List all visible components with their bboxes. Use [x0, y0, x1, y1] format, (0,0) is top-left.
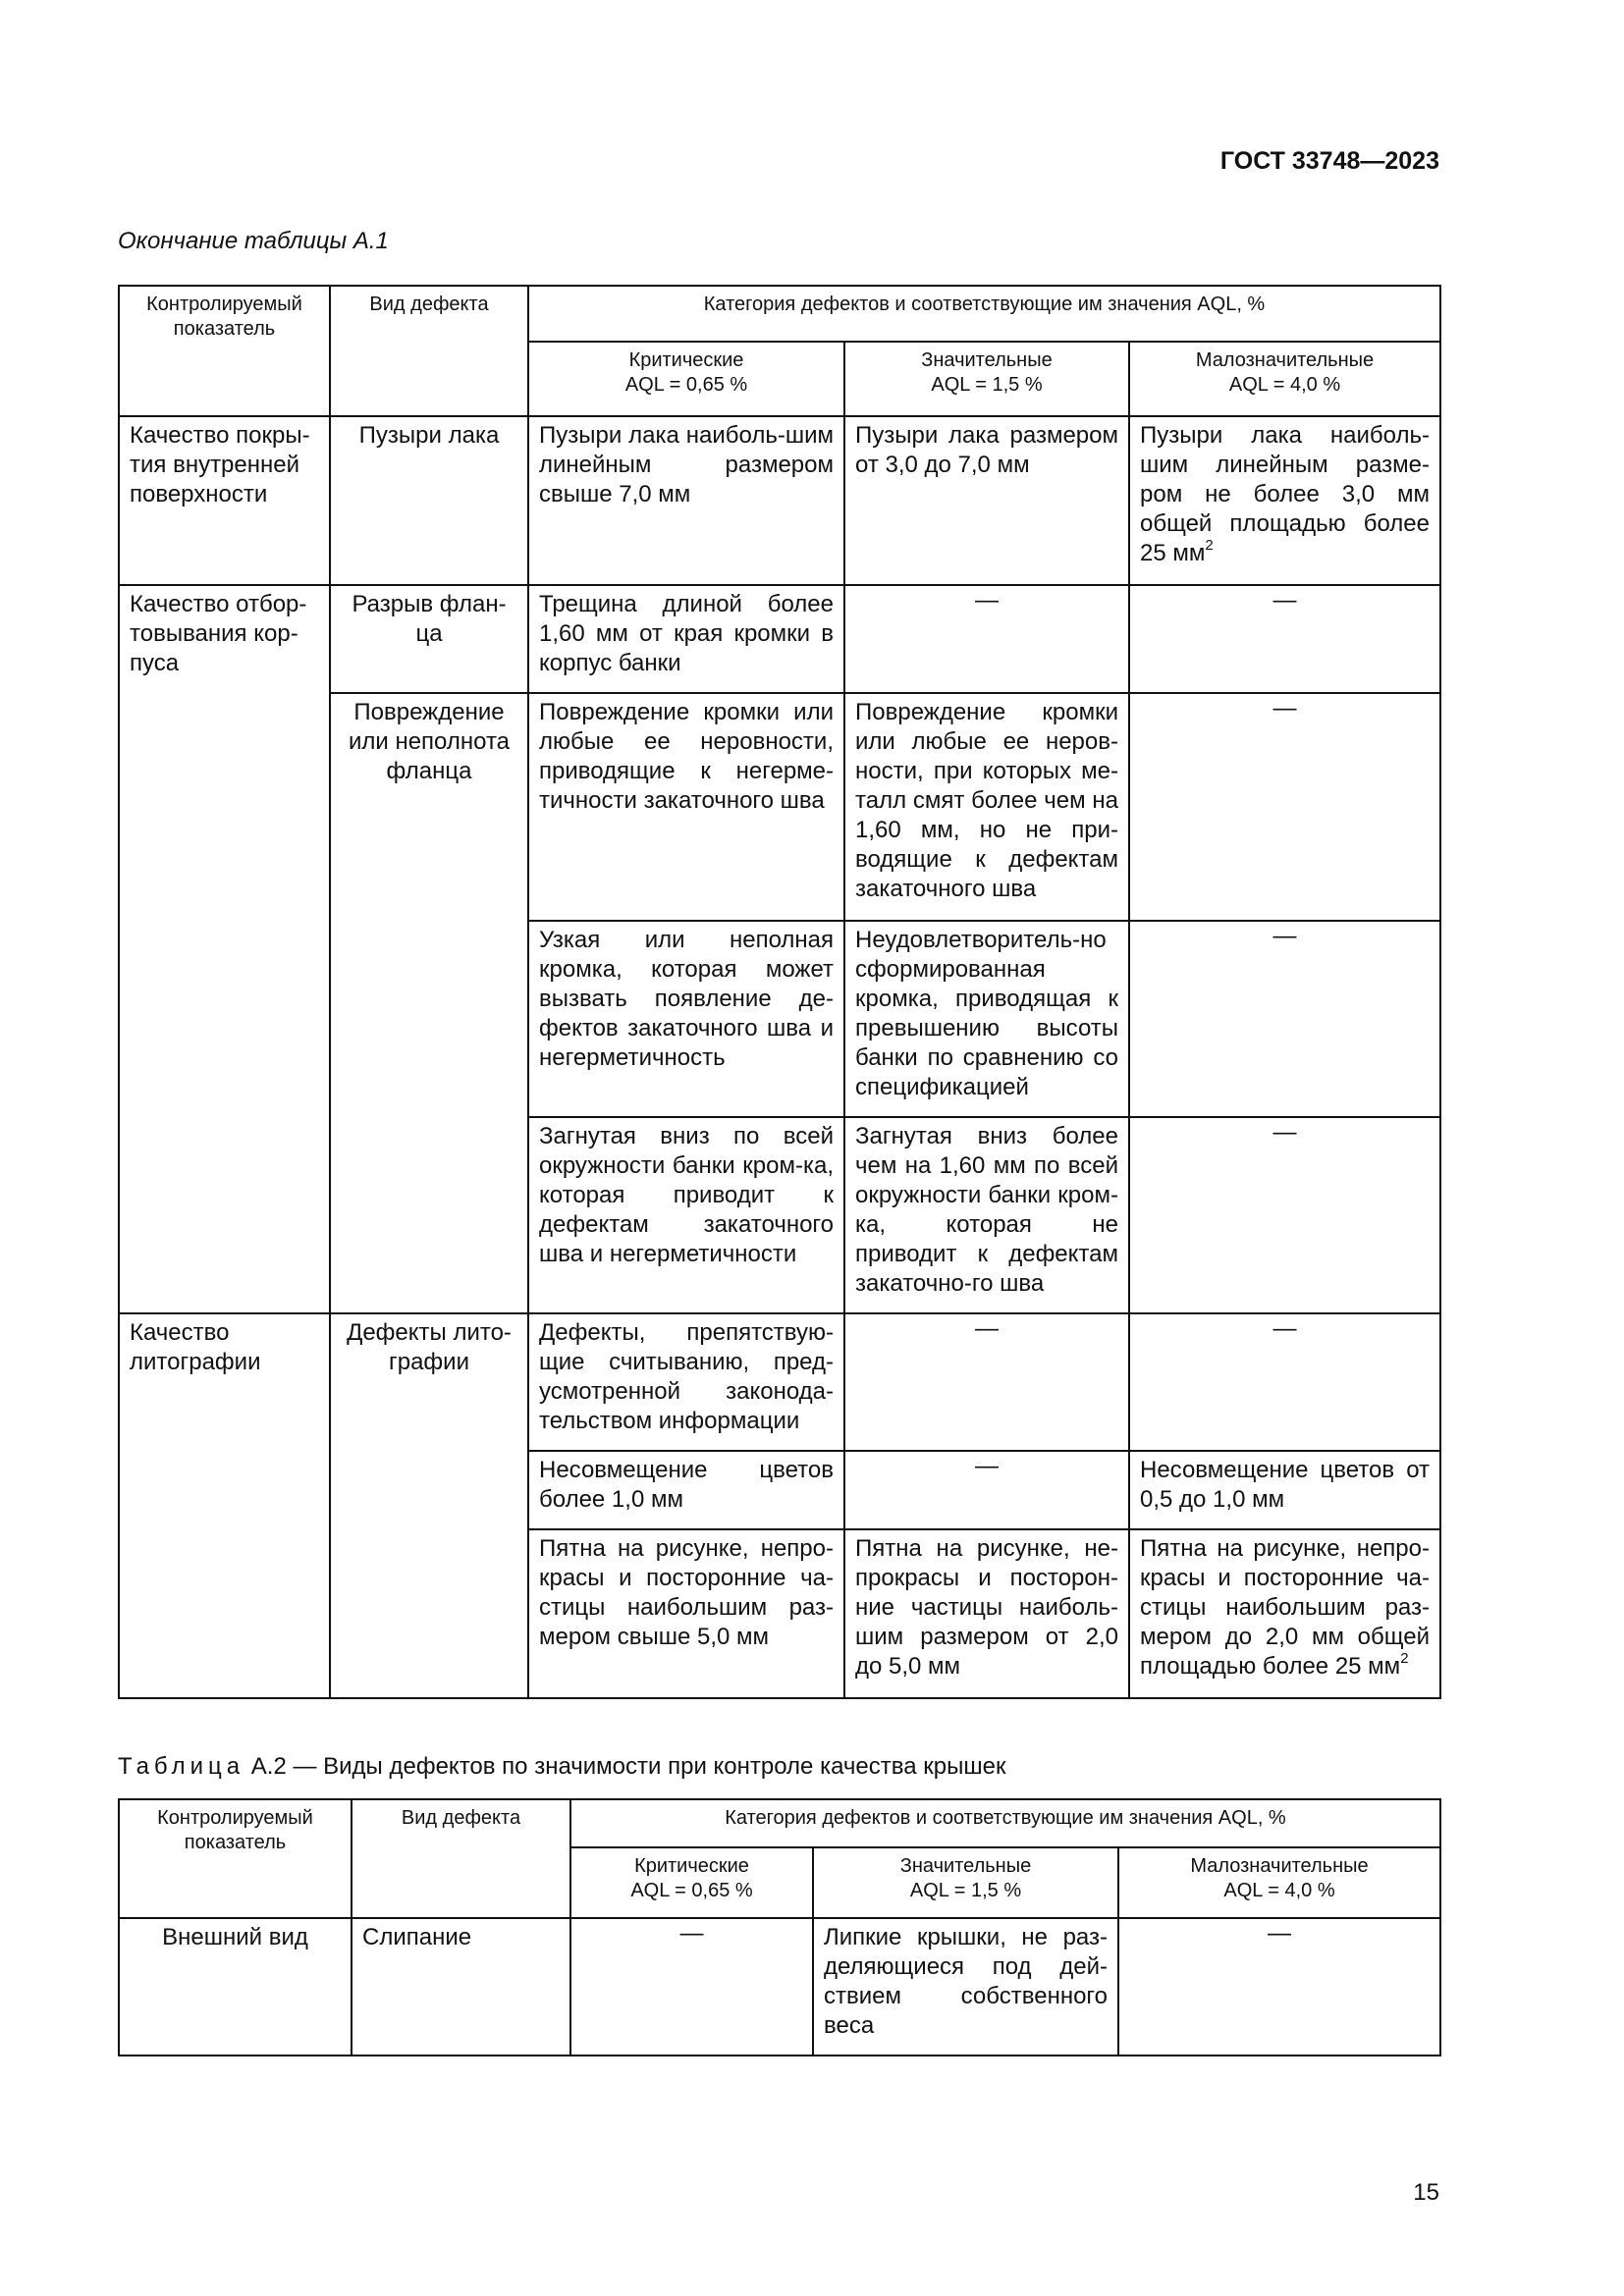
critical-cell: Пузыри лака наиболь-шим линейным размером свыше 7,0 мм — [528, 416, 844, 585]
minor-cell-text: Пузыри лака наиболь-шим линейным разме-ром не более 3,0 мм общей площадью более 25 мм — [1140, 422, 1430, 566]
document-code: ГОСТ 33748—2023 — [1219, 147, 1439, 175]
table-row — [119, 585, 1440, 693]
column-header-major: Значительные AQL = 1,5 % — [844, 342, 1129, 416]
superscript-2: 2 — [1400, 1650, 1409, 1667]
column-header-category-group: Категория дефектов и соответствующие им значения AQL, % — [528, 286, 1440, 342]
defect-cell: Слипание — [352, 1918, 570, 2056]
minor-cell-dash: — — [1129, 1117, 1440, 1313]
column-header-major: Значительные AQL = 1,5 % — [813, 1847, 1118, 1918]
critical-cell: Пятна на рисунке, непро-красы и посторонние ча-стицы наибольшим раз-мером свыше 5,0 мм — [528, 1529, 844, 1698]
table-header-row — [119, 1799, 1440, 1847]
indicator-cell: Внешний вид — [119, 1918, 352, 2056]
column-header-critical: Критические AQL = 0,65 % — [570, 1847, 813, 1918]
defect-cell: Разрыв флан-ца — [330, 585, 528, 693]
column-header-indicator: Контролируемый показатель — [119, 1799, 352, 1918]
minor-cell — [1129, 416, 1440, 585]
major-cell-dash: — — [844, 585, 1129, 693]
minor-cell-text: Пятна на рисунке, непро-красы и посторонние ча-стицы наибольшим раз-мером до 2,0 мм общей площадью более 25 мм — [1140, 1535, 1430, 1680]
indicator-cell: Качество покры-тия внутренней поверхности — [119, 416, 330, 585]
critical-cell: Загнутая вниз по всей окружности банки кром-ка, которая приводит к дефектам закаточного шва и негерметичности — [528, 1117, 844, 1313]
major-cell: Повреждение кромки или любые ее неров-ности, при которых ме-талл смят более чем на 1,60 мм, но не при-водящие к дефектам закаточного шва — [844, 693, 1129, 921]
indicator-cell: Качество литографии — [119, 1313, 330, 1698]
major-cell: Загнутая вниз более чем на 1,60 мм по всей окружности банки кром-ка, которая не приводит к дефектам закаточно-го шва — [844, 1117, 1129, 1313]
minor-cell: Несовмещение цветов от 0,5 до 1,0 мм — [1129, 1451, 1440, 1529]
minor-cell-dash: — — [1118, 1918, 1440, 2056]
indicator-cell: Качество отбор-товывания кор-пуса — [119, 585, 330, 1313]
major-cell-dash: — — [844, 1451, 1129, 1529]
major-cell: Неудовлетворитель-но сформированная кромка, приводящая к превышению высоты банки по сравнению со спецификацией — [844, 921, 1129, 1117]
critical-cell: Узкая или неполная кромка, которая может вызвать появление де-фектов закаточного шва и негерметичность — [528, 921, 844, 1117]
critical-cell: Несовмещение цветов более 1,0 мм — [528, 1451, 844, 1529]
column-header-minor: Малозначительные AQL = 4,0 % — [1129, 342, 1440, 416]
defect-cell: Дефекты лито-графии — [330, 1313, 528, 1698]
defect-cell: Пузыри лака — [330, 416, 528, 585]
major-cell: Пузыри лака размером от 3,0 до 7,0 мм — [844, 416, 1129, 585]
minor-cell-dash: — — [1129, 921, 1440, 1117]
minor-cell — [1129, 1529, 1440, 1698]
table-row — [119, 1313, 1440, 1451]
critical-cell: Трещина длиной более 1,60 мм от края кромки в корпус банки — [528, 585, 844, 693]
column-header-minor: Малозначительные AQL = 4,0 % — [1118, 1847, 1440, 1918]
table-row — [119, 416, 1440, 585]
critical-cell: Дефекты, препятствую-щие считыванию, пред-усмотренной законода-тельством информации — [528, 1313, 844, 1451]
page-number: 15 — [1413, 2179, 1439, 2206]
table-a1 — [118, 285, 1441, 1699]
column-header-defect: Вид дефекта — [352, 1799, 570, 1918]
major-cell: Пятна на рисунке, не-прокрасы и посторон-ние частицы наиболь-шим размером от 2,0 до 5,0 мм — [844, 1529, 1129, 1698]
critical-cell-dash: — — [570, 1918, 813, 2056]
table-a2 — [118, 1798, 1441, 2056]
table-header-row — [119, 286, 1440, 342]
major-cell: Липкие крышки, не раз-деляющиеся под дей-ствием собственного веса — [813, 1918, 1118, 2056]
table-a2-caption-label: Таблица — [118, 1753, 245, 1780]
column-header-category-group: Категория дефектов и соответствующие им значения AQL, % — [570, 1799, 1440, 1847]
minor-cell-dash: — — [1129, 1313, 1440, 1451]
defect-cell: Повреждение или неполнота фланца — [330, 693, 528, 1313]
table-a2-caption — [118, 1753, 1005, 1781]
table-a1-caption: Окончание таблицы А.1 — [118, 228, 389, 254]
table-a2-caption-title: А.2 — Виды дефектов по значимости при контроле качества крышек — [250, 1753, 1006, 1780]
major-cell-dash: — — [844, 1313, 1129, 1451]
column-header-indicator: Контролируемый показатель — [119, 286, 330, 416]
minor-cell-dash: — — [1129, 693, 1440, 921]
critical-cell: Повреждение кромки или любые ее неровности, приводящие к негерме-тичности закаточного шва — [528, 693, 844, 921]
column-header-critical: Критические AQL = 0,65 % — [528, 342, 844, 416]
table-row — [119, 1918, 1440, 2056]
minor-cell-dash: — — [1129, 585, 1440, 693]
superscript-2: 2 — [1205, 537, 1214, 554]
column-header-defect: Вид дефекта — [330, 286, 528, 416]
